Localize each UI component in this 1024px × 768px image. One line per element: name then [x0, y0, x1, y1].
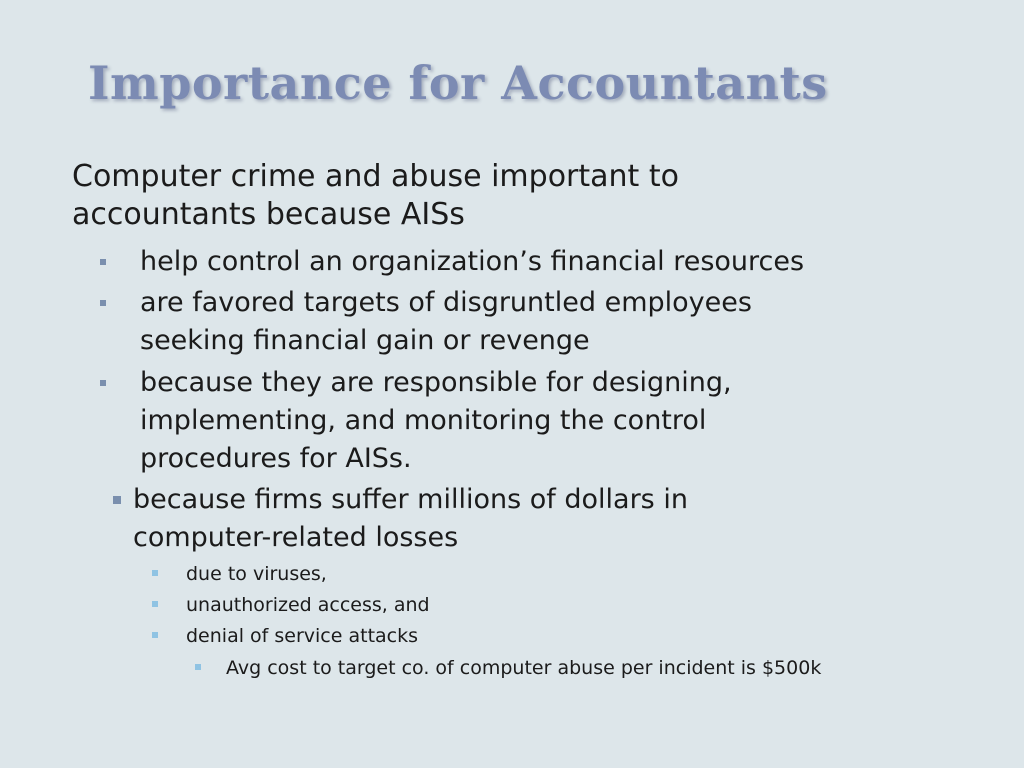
square-bullet-icon: [100, 259, 106, 265]
bullet-firms-losses: [113, 481, 913, 557]
bullet-viruses: [152, 559, 872, 589]
bullet-avg-cost: [195, 654, 895, 682]
square-bullet-icon: [152, 632, 158, 638]
square-bullet-icon: [195, 664, 201, 670]
bullet-financial-resources: [100, 243, 930, 281]
square-bullet-icon: [100, 300, 106, 306]
bullet-text: because firms suffer millions of dollars in computer-related losses: [133, 484, 688, 553]
bullet-text: are favored targets of disgruntled employees seeking financial gain or revenge: [140, 287, 752, 356]
bullet-text: Avg cost to target co. of computer abuse per incident is $500k: [226, 657, 822, 679]
slide-title: Importance for Accountants: [88, 56, 828, 110]
square-bullet-icon: [100, 380, 106, 386]
bullet-favored-targets: [100, 284, 930, 360]
bullet-text: because they are responsible for designing, implementing, and monitoring the control procedures for AISs.: [140, 367, 732, 474]
bullet-text: help control an organization’s financial resources: [140, 246, 805, 277]
bullet-text: unauthorized access, and: [186, 594, 430, 616]
bullet-text: due to viruses,: [186, 563, 327, 585]
bullet-denial-of-service: [152, 621, 872, 651]
bullet-text: denial of service attacks: [186, 625, 419, 647]
bullet-responsible-controls: [100, 364, 930, 478]
square-bullet-icon: [113, 496, 121, 504]
bullet-unauthorized-access: [152, 590, 872, 620]
intro-text: Computer crime and abuse important to accountants because AISs: [72, 159, 679, 232]
square-bullet-icon: [152, 601, 158, 607]
square-bullet-icon: [152, 570, 158, 576]
